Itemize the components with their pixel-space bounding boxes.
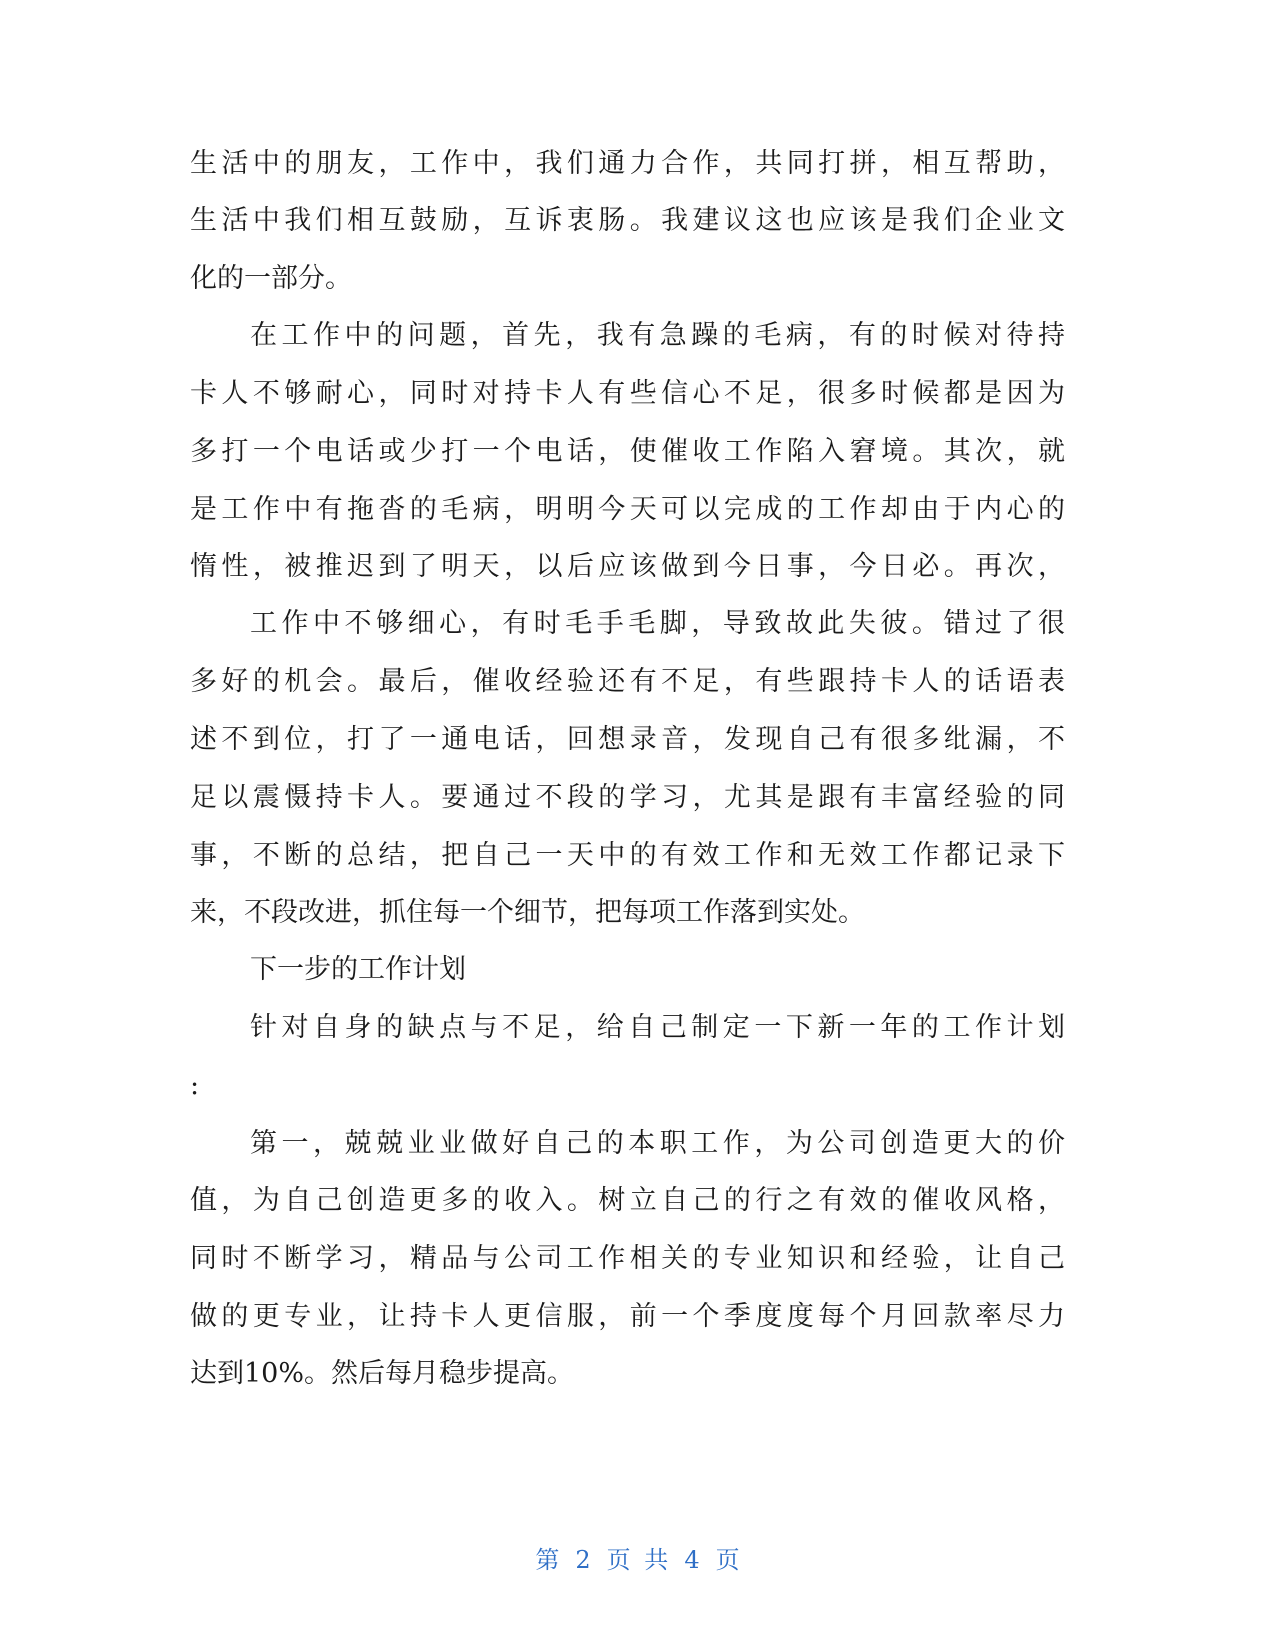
text-line: 来，不段改进，抓住每一个细节，把每项工作落到实处。 [190, 897, 865, 928]
text-line: 卡人不够耐心，同时对持卡人有些信心不足，很多时候都是因为 [190, 378, 1065, 409]
text-line: 生活中的朋友，工作中，我们通力合作，共同打拼，相互帮助， [190, 148, 1065, 179]
footer-prefix: 第 [535, 1546, 560, 1574]
text-line: 足以震慑持卡人。要通过不段的学习，尤其是跟有丰富经验的同 [190, 782, 1065, 813]
text-line: 在工作中的问题，首先，我有急躁的毛病，有的时候对待持 [250, 320, 1065, 351]
text-line: 述不到位，打了一通电话，回想录音，发现自己有很多纰漏，不 [190, 724, 1065, 755]
current-page-number: 2 [575, 1546, 591, 1574]
text-line: 值，为自己创造更多的收入。树立自己的行之有效的催收风格， [190, 1185, 1065, 1216]
section-heading: 下一步的工作计划 [250, 954, 466, 985]
text-line: : [190, 1070, 200, 1101]
text-line: 是工作中有拖沓的毛病，明明今天可以完成的工作却由于内心的 [190, 494, 1065, 525]
text-line: 惰性，被推迟到了明天，以后应该做到今日事，今日必。再次， [190, 551, 1065, 582]
page-footer [0, 1540, 1275, 1580]
text-line: 针对自身的缺点与不足，给自己制定一下新一年的工作计划 [250, 1012, 1065, 1043]
text-line: 第一，兢兢业业做好自己的本职工作，为公司创造更大的价 [250, 1128, 1065, 1159]
text-line: 做的更专业，让持卡人更信服，前一个季度度每个月回款率尽力 [190, 1301, 1065, 1332]
text-line: 多打一个电话或少打一个电话，使催收工作陷入窘境。其次，就 [190, 436, 1065, 467]
footer-middle: 页 共 [606, 1546, 669, 1574]
text-line: 化的一部分。 [190, 263, 352, 294]
text-line: 工作中不够细心，有时毛手毛脚，导致故此失彼。错过了很 [250, 608, 1065, 639]
footer-suffix: 页 [715, 1546, 740, 1574]
text-line: 达到10%。然后每月稳步提高。 [190, 1358, 575, 1389]
text-line: 生活中我们相互鼓励，互诉衷肠。我建议这也应该是我们企业文 [190, 205, 1065, 236]
text-line: 事，不断的总结，把自己一天中的有效工作和无效工作都记录下 [190, 840, 1065, 871]
text-line: 多好的机会。最后，催收经验还有不足，有些跟持卡人的话语表 [190, 666, 1065, 697]
text-line: 同时不断学习，精品与公司工作相关的专业知识和经验，让自己 [190, 1243, 1065, 1274]
total-pages-number: 4 [684, 1546, 700, 1574]
